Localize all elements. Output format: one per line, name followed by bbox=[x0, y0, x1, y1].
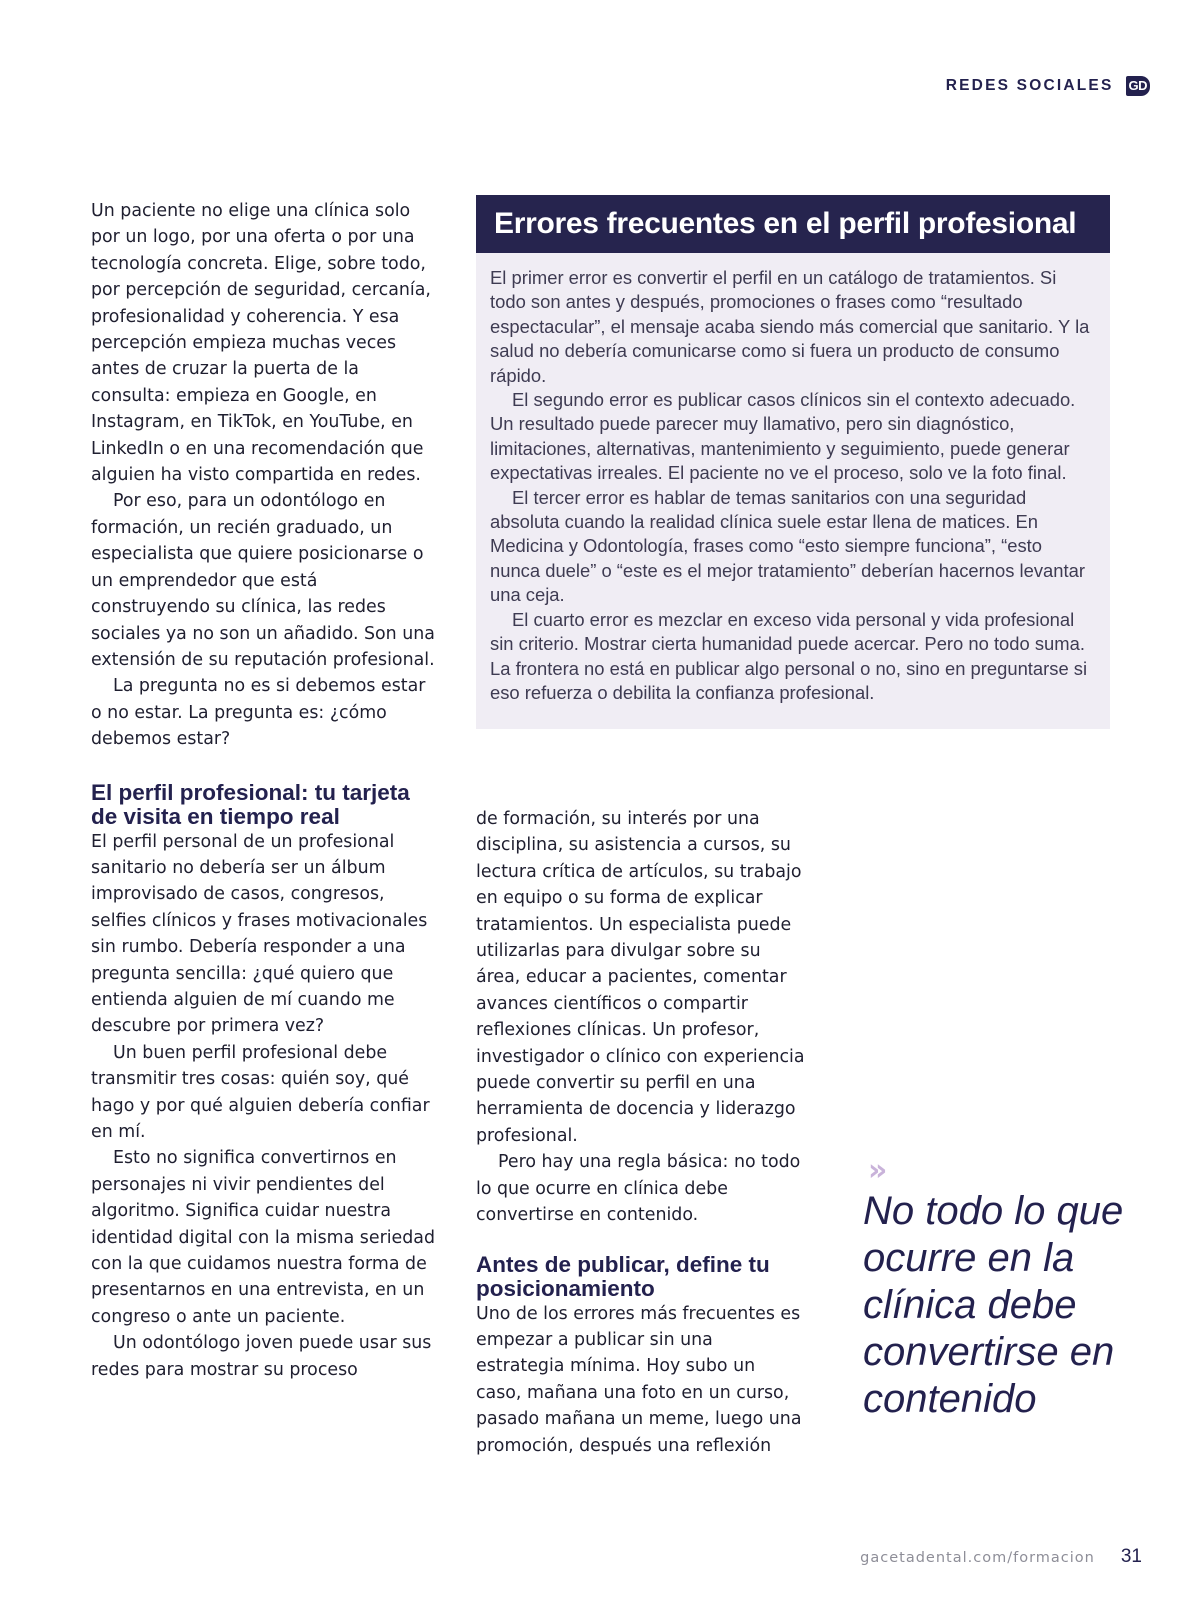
page-footer bbox=[860, 1546, 1142, 1568]
box-paragraph: El primer error es convertir el perfil en un catálogo de tratamientos. Si todo son antes y después, promociones o frases como “resultado espectacular”, el mensaje acaba siendo más comercial que sanitario. Y la salud no debería comunicarse como si fuera un producto de consumo rápido. bbox=[490, 267, 1090, 386]
body-paragraph: El perfil personal de un profesional sanitario no debería ser un álbum improvisado de casos, congresos, selfies clínicos y frases motivacionales sin rumbo. Debería responder a una pregunta sencilla: ¿qué quiero que entienda alguien de mí cuando me descubre por primera vez? bbox=[91, 831, 428, 1037]
body-paragraph: de formación, su interés por una disciplina, su asistencia a cursos, su lectura crítica de artículos, su trabajo en equipo o su forma de explicar tratamientos. Un especialista puede utilizarlas para divulgar sobre su área, educar a pacientes, comentar avances científicos o compartir reflexiones clínicas. Un profesor, investigador o clínico con experiencia puede convertir su perfil en una herramienta de docencia y liderazgo profesional. bbox=[476, 809, 805, 1146]
middle-column bbox=[476, 806, 806, 1459]
box-paragraph: El cuarto error es mezclar en exceso vida personal y vida profesional sin criterio. Mostrar cierta humanidad puede acercar. Pero no todo suma. La frontera no está en publicar algo personal o no, sino en preguntarse si eso refuerza o debilita la confianza profesional. bbox=[490, 608, 1088, 703]
body-paragraph: Un odontólogo joven puede usar sus redes para mostrar su proceso bbox=[91, 1333, 432, 1380]
section-heading: Antes de publicar, define tu posicionamiento bbox=[476, 1251, 770, 1301]
section-heading: El perfil profesional: tu tarjeta de visita en tiempo real bbox=[91, 779, 410, 829]
page-header bbox=[946, 76, 1150, 96]
body-paragraph: Un paciente no elige una clínica solo por un logo, por una oferta o por una tecnología concreta. Elige, sobre todo, por percepción de seguridad, cercanía, profesionalidad y coherencia. Y esa percepción empieza muchas veces antes de cruzar la puerta de la consulta: empieza en Google, en Instagram, en TikTok, en YouTube, en LinkedIn o en una recomendación que alguien ha visto compartida en redes. bbox=[91, 201, 431, 486]
body-paragraph: Por eso, para un odontólogo en formación, un recién graduado, un especialista que quiere posicionarse o un emprendedor que está construyendo su clínica, las redes sociales ya no son un añadido. Son una extensión de su reputación profesional. bbox=[91, 491, 435, 670]
body-paragraph: La pregunta no es si debemos estar o no estar. La pregunta es: ¿cómo debemos estar? bbox=[91, 676, 426, 750]
body-paragraph: Esto no significa convertirnos en personajes ni vivir pendientes del algoritmo. Significa cuidar nuestra identidad digital con la misma seriedad con la que cuidamos nuestra forma de presentarnos en una entrevista, en un congreso o ante un paciente. bbox=[91, 1148, 435, 1327]
box-paragraph: El tercer error es hablar de temas sanitarios con una seguridad absoluta cuando la realidad clínica suele estar llena de matices. En Medicina y Odontología, frases como “esto siempre funciona”, “esto nunca duele” o “este es el mejor tratamiento” deberían hacernos levantar una ceja. bbox=[490, 486, 1085, 606]
brand-logo: GD bbox=[1126, 76, 1151, 96]
footer-url: gacetadental.com/formacion bbox=[860, 1550, 1095, 1566]
body-paragraph: Pero hay una regla básica: no todo lo que ocurre en clínica debe convertirse en contenido. bbox=[476, 1152, 801, 1226]
box-paragraph: El segundo error es publicar casos clínicos sin el contexto adecuado. Un resultado puede parecer muy llamativo, pero sin diagnóstico, limitaciones, alternativas, mantenimiento y seguimiento, puede generar expectativas irreales. El paciente no ve el proceso, solo ve la foto final. bbox=[490, 389, 1076, 484]
box-title: Errores frecuentes en el perfil profesional bbox=[476, 195, 1110, 253]
body-paragraph: Un buen perfil profesional debe transmitir tres cosas: quién soy, qué hago y por qué alguien debería confiar en mí. bbox=[91, 1042, 430, 1142]
sidebar-box bbox=[476, 195, 1110, 729]
pull-quote: No todo lo que ocurre en la clínica debe convertirse en contenido bbox=[863, 1189, 1124, 1421]
box-body bbox=[476, 253, 1110, 729]
section-label: REDES SOCIALES bbox=[945, 77, 1114, 94]
body-paragraph: Uno de los errores más frecuentes es empezar a publicar sin una estrategia mínima. Hoy subo un caso, mañana una foto en un curso, pasado mañana un meme, luego una promoción, después una reflexión bbox=[476, 1303, 802, 1456]
page-number: 31 bbox=[1120, 1546, 1142, 1567]
left-column bbox=[91, 198, 436, 1383]
quote-chevrons-icon: » bbox=[868, 1153, 882, 1188]
